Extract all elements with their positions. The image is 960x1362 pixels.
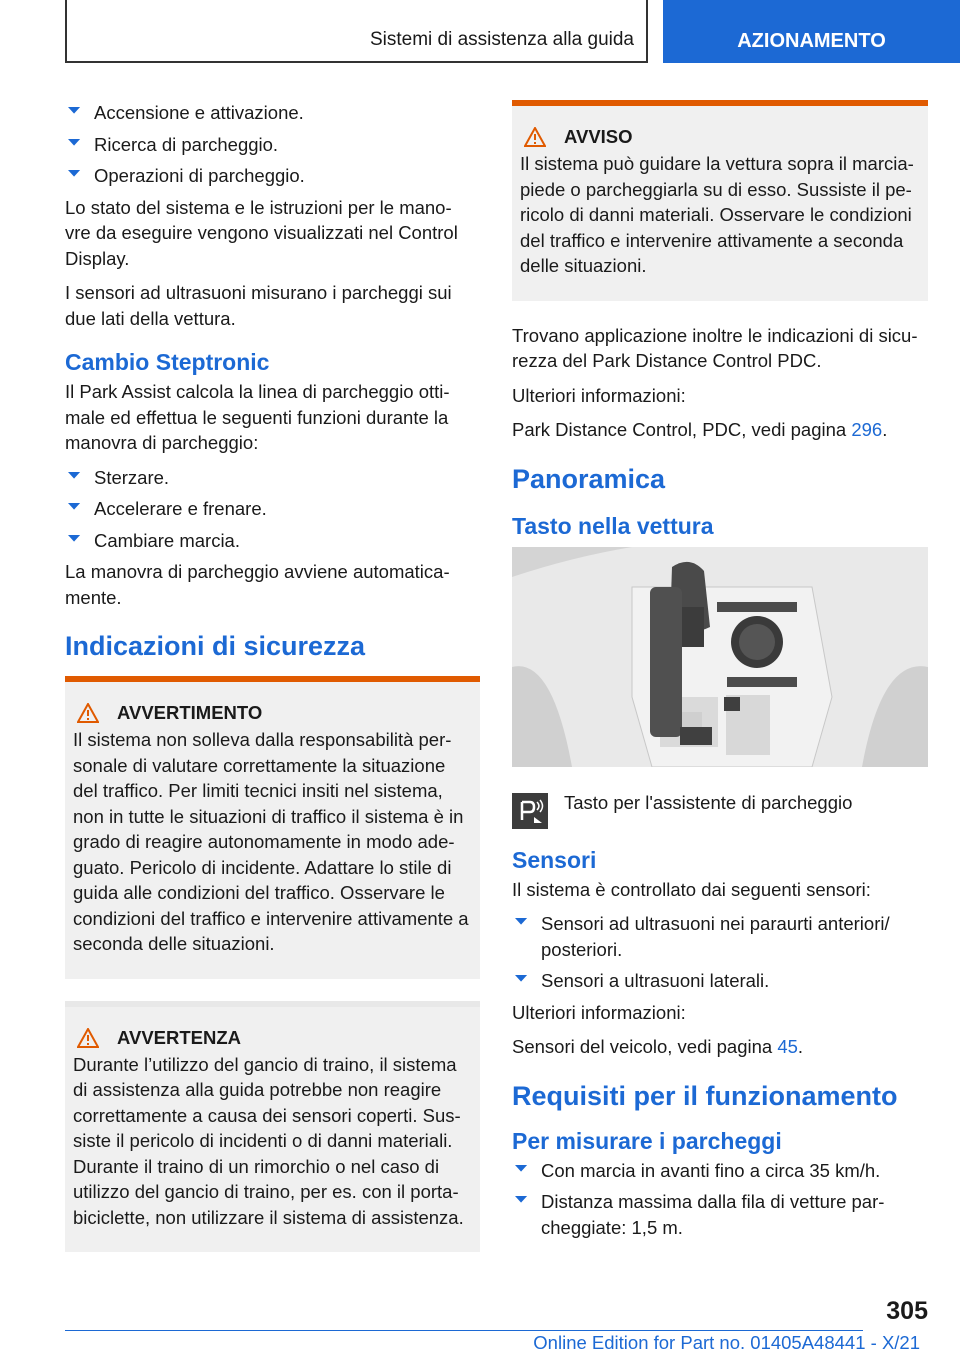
paragraph: I sensori ad ultrasuoni misurano i parcheggi sui due lati della vettura. bbox=[65, 282, 452, 329]
caption-text: Tasto per l'assistente di parcheggio bbox=[564, 791, 853, 813]
paragraph: Ulteriori informazioni: bbox=[512, 384, 686, 406]
list-item: Sensori ad ultrasuoni nei paraurti anteriori/ posteriori. bbox=[512, 911, 928, 962]
list-item: Sensori a ultrasuoni laterali. bbox=[512, 968, 928, 994]
footer-edition: Online Edition for Part no. 01405A48441 - X/21 bbox=[533, 1332, 920, 1353]
triangle-bullet-icon bbox=[68, 535, 80, 542]
bullet-list-2 bbox=[65, 465, 480, 554]
header-box bbox=[65, 0, 648, 63]
header-title: Sistemi di assistenza alla guida bbox=[369, 29, 634, 50]
paragraph: Park Distance Control, PDC, vedi pagina 296. bbox=[512, 419, 888, 440]
triangle-bullet-icon bbox=[68, 472, 80, 479]
list-item: Accensione e attivazione. bbox=[65, 100, 480, 126]
list-item: Ricerca di parcheggio. bbox=[65, 132, 480, 158]
paragraph: Il sistema è controllato dai seguenti sensori: bbox=[512, 878, 871, 900]
warning-box-avviso bbox=[512, 100, 928, 301]
list-item: Accelerare e frenare. bbox=[65, 496, 480, 522]
triangle-bullet-icon bbox=[515, 918, 527, 925]
warning-title: AVVERTENZA bbox=[117, 1026, 242, 1048]
heading-button: Tasto nella vettura bbox=[512, 512, 714, 539]
list-item: Cambiare marcia. bbox=[65, 528, 480, 554]
warning-triangle-icon bbox=[77, 703, 99, 723]
page-link-45[interactable]: 45 bbox=[777, 1036, 798, 1057]
warning-text: Il sistema può guidare la vettura sopra il marcia- piede o parcheggiarla su di esso. Sussiste il pe- ricolo di danni materiali. Osservare le condizioni del traffico e intervenire attivamente a seconda delle situazioni. bbox=[520, 153, 914, 276]
list-item: Sterzare. bbox=[65, 465, 480, 491]
paragraph: Sensori del veicolo, vedi pagina 45. bbox=[512, 1036, 804, 1057]
list-item: Distanza massima dalla fila di vetture par- cheggiate: 1,5 m. bbox=[512, 1189, 928, 1240]
paragraph: Lo stato del sistema e le istruzioni per le mano- vre da eseguire vengono visualizzati nel Control Display. bbox=[65, 196, 458, 269]
warning-triangle-icon bbox=[524, 127, 546, 147]
warning-title: AVVERTIMENTO bbox=[117, 702, 263, 723]
bullet-list-sensors bbox=[512, 911, 928, 994]
warning-triangle-icon bbox=[77, 1028, 99, 1048]
center-console-image bbox=[512, 547, 928, 767]
warning-box-avvertenza bbox=[65, 1001, 480, 1253]
page-link-296[interactable]: 296 bbox=[851, 419, 883, 440]
heading-requirements: Requisiti per il funzionamento bbox=[512, 1080, 898, 1111]
heading-sensors: Sensori bbox=[512, 846, 597, 873]
right-column bbox=[512, 100, 928, 1246]
triangle-bullet-icon bbox=[68, 139, 80, 146]
left-column bbox=[65, 100, 480, 1274]
image-caption bbox=[512, 790, 928, 829]
paragraph: Trovano applicazione inoltre le indicazioni di sicu- rezza del Park Distance Control PDC. bbox=[512, 324, 918, 371]
list-item: Con marcia in avanti fino a circa 35 km/h. bbox=[512, 1158, 928, 1184]
park-assist-icon bbox=[512, 793, 548, 829]
heading-measure: Per misurare i parcheggi bbox=[512, 1127, 782, 1154]
paragraph: La manovra di parcheggio avviene automatica- mente. bbox=[65, 561, 450, 608]
warning-title: AVVISO bbox=[564, 126, 633, 147]
bullet-list-measure bbox=[512, 1158, 928, 1241]
header-section-tab[interactable]: AZIONAMENTO bbox=[663, 0, 960, 63]
warning-text: Il sistema non solleva dalla responsabilità per- sonale di valutare correttamente la situazione del traffico. Per limiti tecnici insiti nel sistema, non in tutte le situazioni di traffico il sistema è in grado di reagire autonomamente in modo ade- guato. Pericolo di incidente. Adattare lo stile di guida alle condizioni del traffico. Osservare le condizioni del traffico e intervenire attivamente a seconda delle situazioni. bbox=[73, 729, 469, 954]
triangle-bullet-icon bbox=[68, 107, 80, 114]
heading-safety: Indicazioni di sicurezza bbox=[65, 631, 366, 661]
page-number: 305 bbox=[886, 1297, 928, 1325]
triangle-bullet-icon bbox=[515, 975, 527, 982]
list-item: Operazioni di parcheggio. bbox=[65, 163, 480, 189]
triangle-bullet-icon bbox=[68, 503, 80, 510]
heading-overview: Panoramica bbox=[512, 463, 666, 494]
heading-steptronic: Cambio Steptronic bbox=[65, 349, 270, 375]
triangle-bullet-icon bbox=[515, 1165, 527, 1172]
footer-divider bbox=[65, 1330, 863, 1331]
paragraph: Ulteriori informazioni: bbox=[512, 1001, 686, 1023]
bullet-list-1 bbox=[65, 100, 480, 189]
triangle-bullet-icon bbox=[68, 170, 80, 177]
triangle-bullet-icon bbox=[515, 1196, 527, 1203]
warning-text: Durante l’utilizzo del gancio di traino, il sistema di assistenza alla guida potrebbe non reagire correttamente a causa dei sensori coperti. Sus- siste il pericolo di incidenti o di danni materiali. Durante il traino di un rimorchio o nel caso di utilizzo del gancio di traino, per es. con il porta- biciclette, non utilizzare il sistema di assistenza. bbox=[73, 1053, 464, 1228]
warning-box-avvertimento bbox=[65, 676, 480, 979]
paragraph: Il Park Assist calcola la linea di parcheggio otti- male ed effettua le seguenti funzioni durante la manovra di parcheggio: bbox=[65, 381, 450, 453]
